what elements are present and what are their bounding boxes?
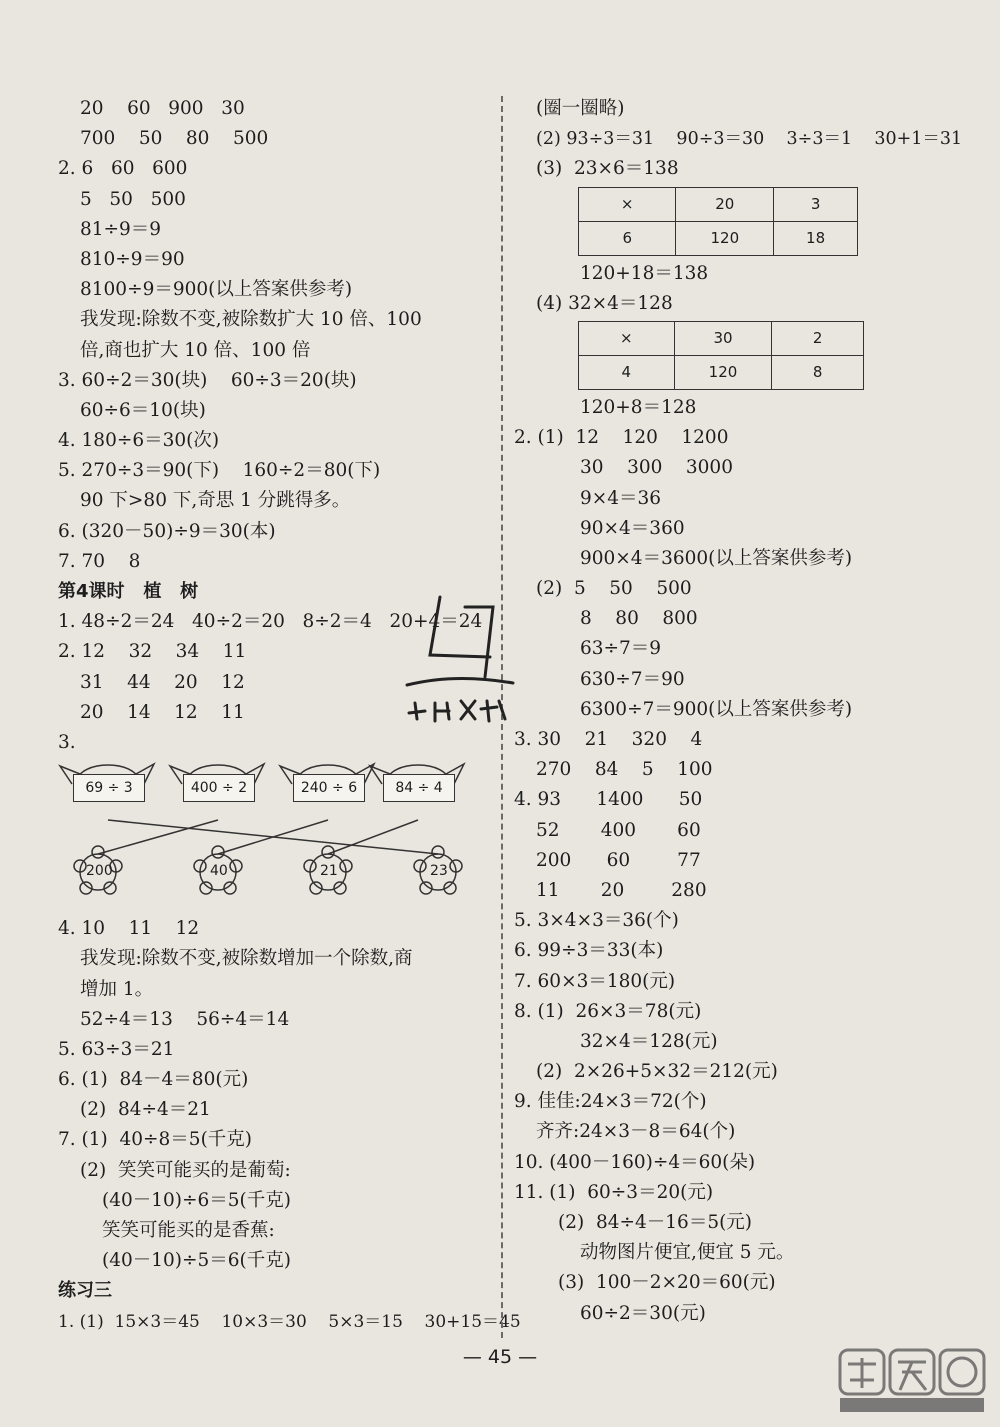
- answer-line: 我发现:除数不变,被除数扩大 10 倍、100: [80, 309, 422, 331]
- flower-number: 40: [210, 863, 228, 880]
- answer-line: 5. 63÷3＝21: [58, 1038, 175, 1060]
- answer-line: 10. (400－160)÷4＝60(朵): [514, 1151, 756, 1173]
- answer-line: 4. 93 1400 50: [514, 789, 703, 811]
- answer-line: 9×4＝36: [580, 487, 662, 509]
- answer-line: 2. 6 60 600: [58, 158, 188, 180]
- section-heading: 第4课时 植 树: [58, 581, 199, 602]
- answer-line: (2) 84÷4＝21: [80, 1099, 211, 1121]
- multiplication-table: [578, 187, 858, 256]
- answer-line: 动物图片便宜,便宜 5 元。: [580, 1242, 795, 1264]
- answer-line: 8 80 800: [580, 608, 698, 630]
- answer-line: 52÷4＝13 56÷4＝14: [80, 1008, 290, 1030]
- table-cell: 2: [772, 321, 864, 355]
- answer-line: 60÷6＝10(块): [80, 399, 206, 421]
- division-card: 240 ÷ 6: [293, 774, 365, 802]
- answer-line: 270 84 5 100: [536, 759, 713, 781]
- answer-line: (2) 2×26+5×32＝212(元): [536, 1061, 778, 1083]
- table-cell: 6: [579, 221, 676, 255]
- answer-line: 8100÷9＝900(以上答案供参考): [80, 279, 353, 301]
- answer-line: 8. (1) 26×3＝78(元): [514, 1000, 702, 1022]
- table-cell: 20: [676, 187, 774, 221]
- division-card: 400 ÷ 2: [183, 774, 255, 802]
- answer-line: 2. (1) 12 120 1200: [514, 427, 729, 449]
- answer-line: 3.: [58, 731, 76, 753]
- answer-line: 2. 12 32 34 11: [58, 641, 247, 663]
- answer-line: 4. 180÷6＝30(次): [58, 430, 220, 452]
- match-line: [328, 820, 418, 854]
- answer-line: (2) 93÷3＝31 90÷3＝30 3÷3＝1 30+1＝31: [536, 129, 963, 150]
- answer-line: 20 60 900 30: [80, 98, 245, 119]
- answer-line: 11 20 280: [536, 879, 707, 901]
- answer-line: 我发现:除数不变,被除数增加一个除数,商: [80, 948, 413, 970]
- answer-line: 900×4＝3600(以上答案供参考): [580, 547, 853, 569]
- answer-line: 63÷7＝9: [580, 638, 662, 660]
- answer-line: 60÷2＝30(元): [580, 1302, 706, 1324]
- answer-line: (2) 84÷4－16＝5(元): [558, 1212, 753, 1233]
- answer-line: 3. 30 21 320 4: [514, 729, 703, 750]
- answer-line: 630÷7＝90: [580, 668, 685, 690]
- answer-line: 7. 70 8: [58, 550, 141, 572]
- answer-line: 笑笑可能买的是香蕉:: [102, 1220, 275, 1241]
- answer-line: 6300÷7＝900(以上答案供参考): [580, 698, 853, 720]
- answer-line: 6. 99÷3＝33(本): [514, 940, 664, 962]
- table-cell: ×: [579, 187, 676, 221]
- flower-number: 21: [320, 863, 338, 880]
- answer-line: 5 50 500: [80, 188, 186, 210]
- answer-line: 11. (1) 60÷3＝20(元): [514, 1181, 714, 1203]
- answer-line: (4) 32×4＝128: [536, 292, 673, 314]
- answer-line: 6. (1) 84－4＝80(元): [58, 1069, 249, 1091]
- table-cell: 4: [579, 355, 675, 389]
- answer-line: 52 400 60: [536, 819, 701, 841]
- answer-line: (40－10)÷5＝6(千克): [102, 1250, 291, 1272]
- answer-line: 90 下>80 下,奇思 1 分跳得多。: [80, 490, 351, 512]
- multiplication-table: [578, 321, 864, 390]
- table-cell: 120: [676, 221, 774, 255]
- answer-line: 1. 48÷2＝24 40÷2＝20 8÷2＝4 20+4＝24: [58, 611, 483, 633]
- division-card: 69 ÷ 3: [73, 774, 145, 802]
- answer-line: 90×4＝360: [580, 517, 685, 539]
- answer-line: 700 50 80 500: [80, 128, 269, 150]
- answer-line: 20 14 12 11: [80, 701, 245, 723]
- page-number: — 45 —: [462, 1346, 538, 1368]
- answer-line: 7. 60×3＝180(元): [514, 970, 676, 992]
- handwriting-scribble-icon: [395, 585, 525, 725]
- answer-line: 31 44 20 12: [80, 671, 245, 693]
- section-heading: 练习三: [58, 1280, 112, 1302]
- flower-number: 200: [86, 863, 113, 880]
- answer-line: 32×4＝128(元): [580, 1030, 718, 1052]
- table-cell: 120: [674, 355, 772, 389]
- matching-figure: [58, 762, 488, 912]
- table-cell: 18: [774, 221, 858, 255]
- answer-line: (2) 笑笑可能买的是葡萄:: [80, 1159, 291, 1181]
- answer-line: 120+8＝128: [580, 396, 697, 418]
- answer-line: (40－10)÷6＝5(千克): [102, 1189, 291, 1211]
- answer-line: (3) 100－2×20＝60(元): [558, 1272, 776, 1294]
- answer-line: 3. 60÷2＝30(块) 60÷3＝20(块): [58, 369, 357, 391]
- answer-line: 120+18＝138: [580, 262, 709, 284]
- answer-line: 5. 3×4×3＝36(个): [514, 910, 679, 932]
- answer-line: 9. 佳佳:24×3＝72(个): [514, 1091, 707, 1113]
- answer-line: (圈一圈略): [536, 98, 625, 119]
- answer-line: 5. 270÷3＝90(下) 160÷2＝80(下): [58, 460, 381, 482]
- answer-line: 倍,商也扩大 10 倍、100 倍: [80, 339, 311, 361]
- answer-line: 810÷9＝90: [80, 248, 185, 270]
- answer-line: 6. (320－50)÷9＝30(本): [58, 520, 276, 542]
- table-cell: 30: [674, 321, 772, 355]
- answer-line: 1. (1) 15×3＝45 10×3＝30 5×3＝15 30+15＝45: [58, 1311, 521, 1332]
- right-column: [514, 94, 963, 1329]
- answer-line: 4. 10 11 12: [58, 918, 200, 940]
- answer-line: 81÷9＝9: [80, 218, 162, 240]
- answer-line: 增加 1。: [80, 978, 154, 1000]
- table-cell: 3: [774, 187, 858, 221]
- match-line: [218, 820, 328, 854]
- answer-line: 齐齐:24×3－8＝64(个): [536, 1121, 736, 1143]
- table-cell: ×: [579, 321, 675, 355]
- answer-line: 7. (1) 40÷8＝5(千克): [58, 1129, 253, 1151]
- flower-number: 23: [430, 863, 448, 880]
- division-card: 84 ÷ 4: [383, 774, 455, 802]
- table-cell: 8: [772, 355, 864, 389]
- answer-line: 30 300 3000: [580, 457, 733, 479]
- answer-line: 200 60 77: [536, 849, 701, 871]
- answer-line: (2) 5 50 500: [536, 578, 692, 600]
- answer-line: (3) 23×6＝138: [536, 158, 679, 180]
- site-watermark-logo-icon: [838, 1344, 988, 1414]
